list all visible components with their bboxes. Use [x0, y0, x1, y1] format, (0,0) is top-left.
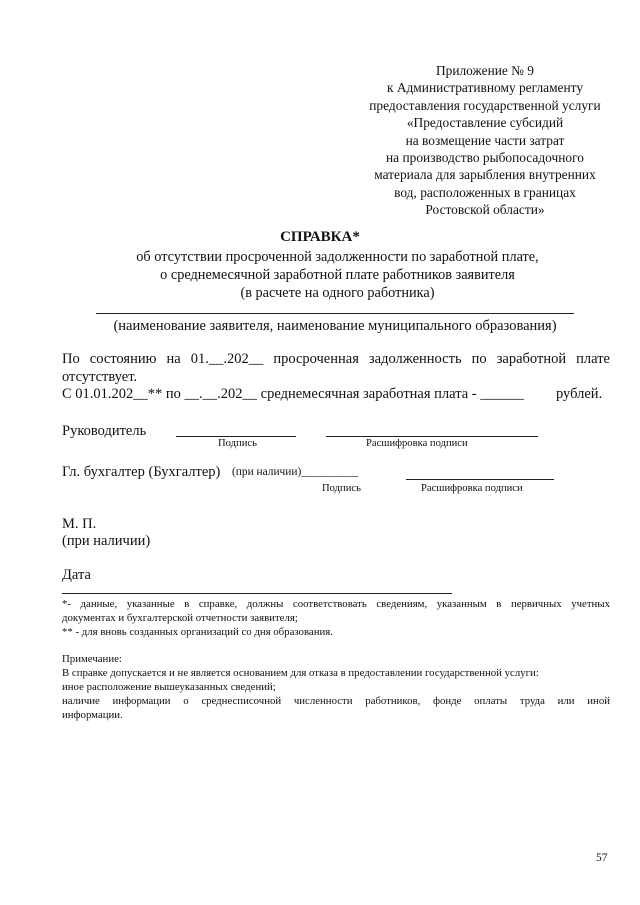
head-decoding-line[interactable] [326, 436, 538, 437]
subtitle-line-3: (в расчете на одного работника) [240, 285, 435, 301]
accountant-decoding-line[interactable] [406, 479, 554, 480]
annex-line-4: «Предоставление субсидий [406, 115, 564, 131]
stamp-label: М. П. [62, 516, 97, 532]
body-line-3: С 01.01.202__** по __.__.202__ среднемесячная заработная плата - ______ [62, 386, 524, 402]
stamp-note: (при наличии) [62, 533, 151, 549]
annex-line-7: материала для зарыбления внутренних [374, 167, 596, 183]
annex-line-8: вод, расположенных в границах [394, 184, 576, 200]
annex-line-9: Ростовской области» [425, 202, 545, 218]
subtitle-line-1: об отсутствии просроченной задолженности по заработной плате, [136, 249, 539, 265]
annex-line-1: Приложение № 9 [435, 63, 535, 78]
document-subtitle [60, 248, 615, 302]
remarks [62, 652, 610, 722]
body-line-3-rubles: рублей. [556, 386, 603, 402]
accountant-signature-caption: Подпись [322, 483, 361, 494]
page-number: 57 [596, 852, 608, 864]
remarks-heading: Примечание: [62, 653, 122, 665]
body-line-2: отсутствует. [62, 369, 138, 385]
accountant-decoding-caption: Расшифровка подписи [421, 483, 523, 494]
annex-line-5: на возмещение части затрат [405, 132, 565, 148]
remarks-line-4: информации. [62, 709, 123, 721]
footnote-divider [62, 593, 452, 594]
footnote-1-line-2: документах и бухгалтерской отчетности заявителя; [62, 612, 298, 624]
head-signature-line[interactable] [176, 436, 296, 437]
applicant-caption: (наименование заявителя, наименование муниципального образования) [113, 318, 557, 334]
head-label: Руководитель [62, 423, 147, 439]
annex-line-3: предоставления государственной услуги [369, 97, 601, 113]
annex-line-2: к Административному регламенту [386, 80, 584, 96]
remarks-line-1: В справке допускается и не является основанием для отказа в предоставлении государственной услуги: [62, 667, 539, 679]
footnotes [62, 597, 610, 639]
applicant-name-line[interactable] [96, 313, 574, 314]
body-line-1: По состоянию на 01.__.202__ просроченная задолженность по заработной плате [62, 351, 610, 367]
remarks-line-2: иное расположение вышеуказанных сведений; [62, 681, 276, 693]
document-title: СПРАВКА* [280, 229, 360, 245]
footnote-1-line-1: *- данные, указанные в справке, должны соответствовать сведениям, указанным в первичных учетных [62, 598, 610, 610]
accountant-note: (при наличии)__________ [232, 466, 359, 478]
footnote-2: ** - для вновь созданных организаций со дня образования. [62, 626, 333, 638]
head-signature-caption: Подпись [218, 438, 257, 449]
annex-line-6: на производство рыбопосадочного [386, 150, 584, 166]
subtitle-line-2: о среднемесячной заработной плате работников заявителя [160, 267, 515, 283]
accountant-label: Гл. бухгалтер (Бухгалтер) [62, 464, 221, 480]
date-label: Дата [62, 567, 91, 583]
remarks-line-3: наличие информации о среднесписочной численности работников, фонде оплаты труда или иной [62, 695, 610, 707]
head-decoding-caption: Расшифровка подписи [366, 438, 468, 449]
annex-header [355, 62, 615, 219]
